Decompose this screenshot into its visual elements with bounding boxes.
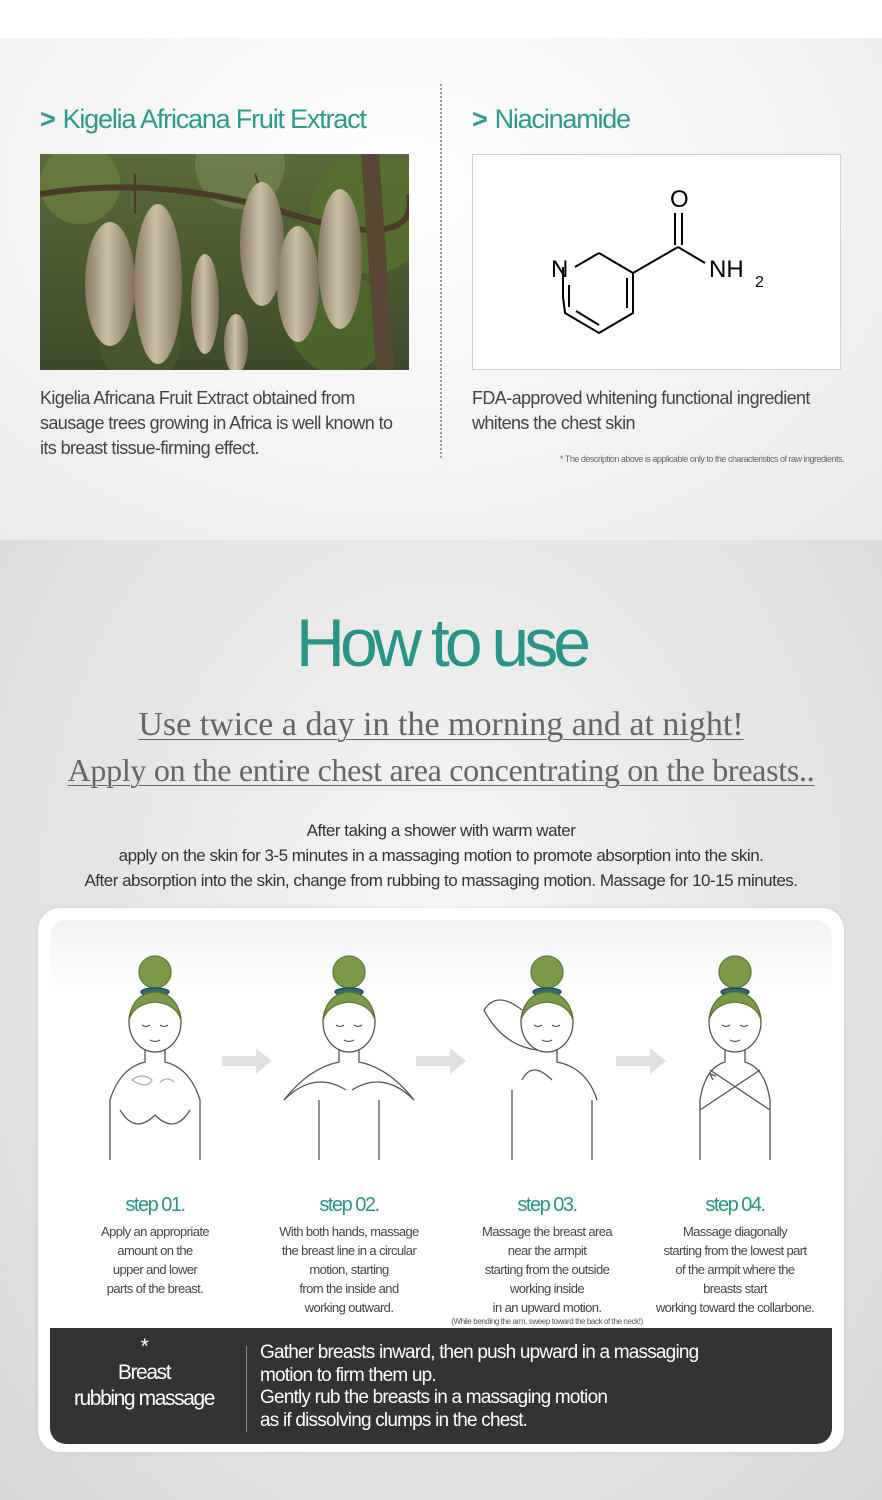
ingredient-description: Kigelia Africana Fruit Extract obtained from sausage trees growing in Africa is well known to its breast tissue-firming effect. (40, 388, 393, 458)
chevron-right-icon: > (40, 104, 55, 134)
ingredient-description: FDA-approved whitening functional ingredient whitens the chest skin (472, 388, 810, 433)
step-2-illustration (264, 950, 434, 1180)
step-description: With both hands, massage the breast line in a circular motion, starting from the inside and working outward. (279, 1224, 419, 1315)
intro-line: After absorption into the skin, change from rubbing to massaging motion. Massage for 10-15 minutes. (84, 871, 798, 890)
step-1-illustration (70, 950, 240, 1180)
intro-line: apply on the skin for 3-5 minutes in a massaging motion to promote absorption into the skin. (118, 846, 764, 865)
how-to-use-section (0, 540, 882, 1500)
step-description: Apply an appropriate amount on the upper and lower parts of the breast. (101, 1224, 209, 1296)
step-label: step 02. (319, 1194, 379, 1216)
step-description: Massage diagonally starting from the lowest part of the armpit where the breasts start working toward the collarbone. (655, 1224, 815, 1315)
step-label: step 03. (517, 1194, 577, 1216)
step-note: (While bending the arm, sweep toward the back of the neck!) (451, 1317, 643, 1326)
ingredient-title: > Niacinamide (472, 104, 630, 134)
ingredients-section (0, 38, 882, 540)
dotted-divider (440, 84, 442, 458)
usage-area: Apply on the entire chest area concentrating on the breasts.. (67, 752, 815, 788)
sausage-tree-photo (40, 154, 409, 370)
amine-subscript: 2 (755, 274, 764, 291)
usage-frequency: Use twice a day in the morning and at night! (138, 706, 744, 743)
intro-line: After taking a shower with warm water (306, 821, 576, 840)
ingredient-note: * The description above is applicable only to the characteristics of raw ingredients. (559, 454, 844, 464)
step-4-illustration (650, 950, 820, 1180)
amine-label: NH (709, 256, 744, 283)
steps-panel (50, 920, 832, 1326)
step-label: step 04. (705, 1194, 765, 1216)
step-3-illustration (462, 950, 632, 1180)
nitrogen-label: N (551, 256, 569, 283)
rubbing-massage-label: * Breast rubbing massage (73, 1335, 215, 1410)
ingredient-title: > Kigelia Africana Fruit Extract (40, 104, 366, 134)
arrow-right-icon (416, 1048, 466, 1074)
how-to-use-title: How to use (295, 605, 587, 681)
rubbing-massage-box (50, 1328, 832, 1444)
chevron-right-icon: > (472, 104, 487, 134)
oxygen-label: O (670, 186, 689, 213)
rubbing-separator (246, 1346, 247, 1432)
step-label: step 01. (125, 1194, 185, 1216)
top-strip (0, 0, 882, 38)
step-description: Massage the breast area near the armpit starting from the outside working inside in an upward motion. (481, 1224, 612, 1315)
steps-card (38, 908, 844, 1452)
niacinamide-structure (472, 154, 841, 370)
rubbing-massage-text: Gather breasts inward, then push upward in a massaging motion to firm them up. Gently rub the breasts in a massaging motion as if dissolving clumps in the chest. (260, 1342, 699, 1431)
usage-intro (0, 818, 882, 893)
